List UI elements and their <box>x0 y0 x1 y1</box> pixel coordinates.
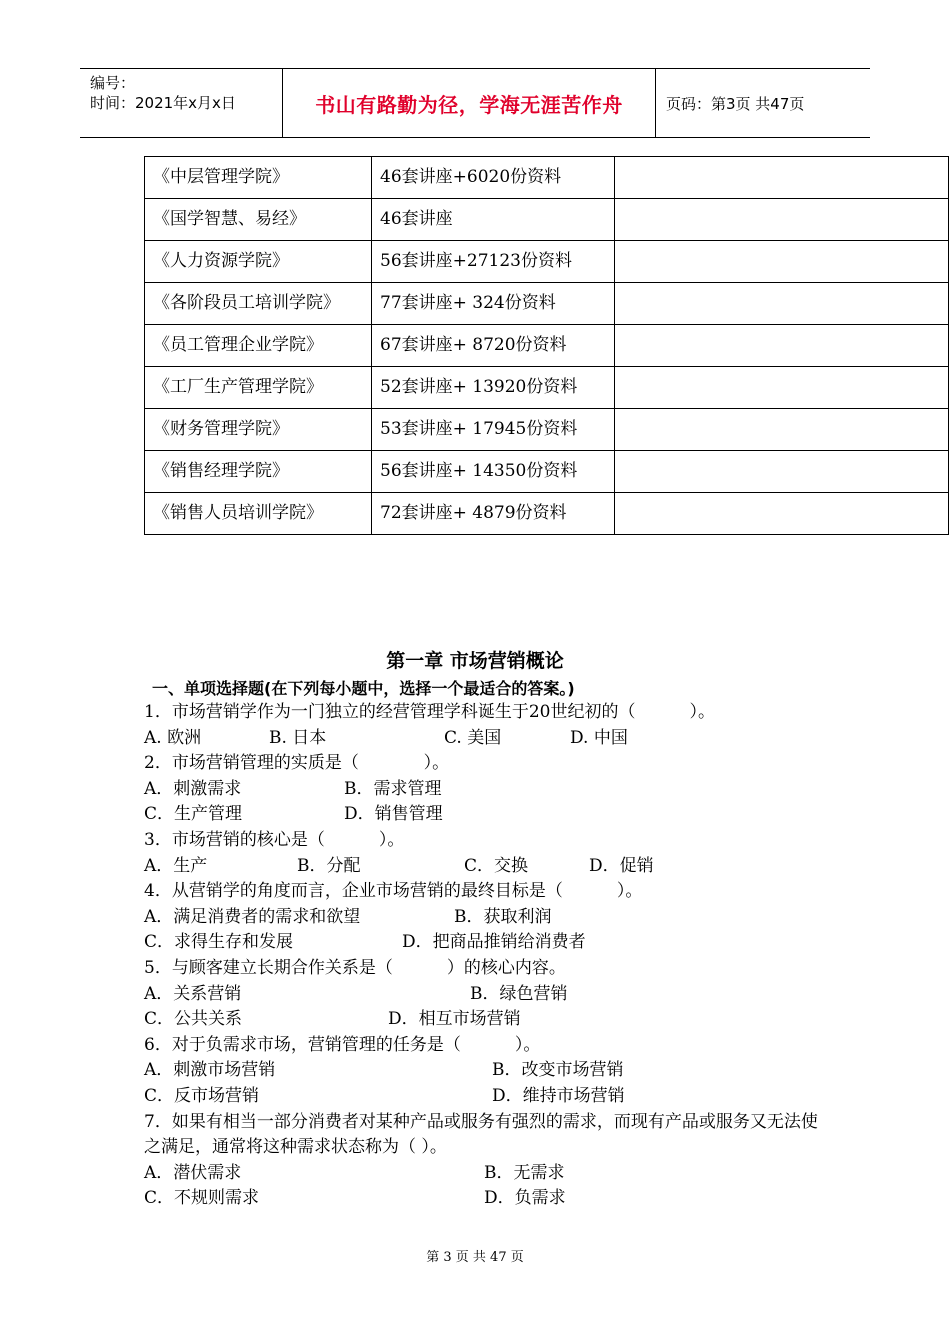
option-row <box>144 1161 824 1187</box>
section-title: 一、单项选择题(在下列每小题中，选择一个最适合的答案。) <box>152 679 575 698</box>
option-row <box>144 982 824 1008</box>
answer-option: B．绿色营销 <box>470 983 568 1004</box>
answer-option: C. 美国 <box>444 727 502 748</box>
question-stem: 4．从营销学的角度而言，企业市场营销的最终目标是（ ）。 <box>144 881 643 902</box>
answer-option: C．不规则需求 <box>144 1188 260 1209</box>
table-cell <box>615 199 949 241</box>
motto: 书山有路勤为径，学海无涯苦作舟 <box>282 69 656 137</box>
answer-option: D．促销 <box>589 855 654 876</box>
answer-option: B．改变市场营销 <box>492 1060 624 1081</box>
table-cell: 《中层管理学院》 <box>145 157 372 199</box>
answer-option: B．需求管理 <box>344 778 442 799</box>
table-cell: 《销售人员培训学院》 <box>145 493 372 535</box>
answer-option: D．把商品推销给消费者 <box>402 932 586 953</box>
table-row <box>145 157 949 199</box>
header-info <box>80 69 282 137</box>
answer-option: D．相互市场营销 <box>388 1009 521 1030</box>
table-cell: 《国学智慧、易经》 <box>145 199 372 241</box>
table-row <box>145 493 949 535</box>
answer-option: A．满足消费者的需求和欲望 <box>144 906 361 927</box>
answer-option: A．潜伏需求 <box>144 1162 242 1183</box>
table-cell: 46套讲座 <box>372 199 615 241</box>
option-row <box>144 802 824 828</box>
answer-option: D．负需求 <box>484 1188 566 1209</box>
table-cell <box>615 283 949 325</box>
table-cell: 《销售经理学院》 <box>145 451 372 493</box>
table-cell: 56套讲座+27123份资料 <box>372 241 615 283</box>
option-row <box>144 930 824 956</box>
table-cell: 72套讲座+ 4879份资料 <box>372 493 615 535</box>
table-row <box>145 199 949 241</box>
option-row <box>144 1186 824 1212</box>
option-row <box>144 1007 824 1033</box>
question-stem: 7．如果有相当一部分消费者对某种产品或服务有强烈的需求，而现有产品或服务又无法使之满足，通常将这种需求状态称为（ ）。 <box>144 1111 818 1158</box>
answer-option: C．公共关系 <box>144 1009 243 1030</box>
time-label: 时间：2021年x月x日 <box>90 94 236 112</box>
table-cell <box>615 451 949 493</box>
option-row <box>144 726 824 752</box>
table-cell <box>615 157 949 199</box>
table-cell: 《工厂生产管理学院》 <box>145 367 372 409</box>
answer-option: D．维持市场营销 <box>492 1085 625 1106</box>
table-cell <box>615 409 949 451</box>
answer-option: C．生产管理 <box>144 804 243 825</box>
table-row <box>145 241 949 283</box>
answer-option: A．关系营销 <box>144 983 242 1004</box>
answer-option: A. 欧洲 <box>144 727 202 748</box>
answer-option: C．反市场营销 <box>144 1085 260 1106</box>
answer-option: D．销售管理 <box>344 804 443 825</box>
page-footer: 第 3 页 共 47 页 <box>426 1250 524 1265</box>
option-row <box>144 905 824 931</box>
question-stem: 1．市场营销学作为一门独立的经营管理学科诞生于20世纪初的（ ）。 <box>144 702 715 722</box>
answer-option: B. 日本 <box>269 727 327 748</box>
table-cell: 《人力资源学院》 <box>145 241 372 283</box>
answer-option: B．获取利润 <box>454 906 552 927</box>
question-stem: 3．市场营销的核心是（ ）。 <box>144 829 405 850</box>
page-label: 页码：第3页 共47页 <box>666 94 805 113</box>
chapter-title: 第一章 市场营销概论 <box>386 650 564 672</box>
question-stem: 2．市场营销管理的实质是（ ）。 <box>144 753 450 774</box>
option-row <box>144 854 824 880</box>
question-stem: 6．对于负需求市场，营销管理的任务是（ ）。 <box>144 1034 541 1055</box>
option-row <box>144 777 824 803</box>
table-cell <box>615 493 949 535</box>
table-cell: 46套讲座+6020份资料 <box>372 157 615 199</box>
number-label: 编号： <box>90 74 136 92</box>
table-cell: 53套讲座+ 17945份资料 <box>372 409 615 451</box>
answer-option: C．交换 <box>464 855 529 876</box>
table-cell: 《财务管理学院》 <box>145 409 372 451</box>
table-cell: 67套讲座+ 8720份资料 <box>372 325 615 367</box>
table-cell <box>615 325 949 367</box>
option-row <box>144 1084 824 1110</box>
course-table <box>144 156 949 535</box>
answer-option: A．生产 <box>144 855 208 876</box>
question-stem: 5．与顾客建立长期合作关系是（ ）的核心内容。 <box>144 957 566 978</box>
table-cell: 52套讲座+ 13920份资料 <box>372 367 615 409</box>
answer-option: C．求得生存和发展 <box>144 932 294 953</box>
answer-option: B．无需求 <box>484 1162 565 1183</box>
table-cell: 56套讲座+ 14350份资料 <box>372 451 615 493</box>
table-row <box>145 367 949 409</box>
question-list <box>144 700 824 1212</box>
answer-option: A．刺激需求 <box>144 778 242 799</box>
option-row <box>144 1058 824 1084</box>
table-cell: 77套讲座+ 324份资料 <box>372 283 615 325</box>
answer-option: B．分配 <box>297 855 361 876</box>
table-cell <box>615 241 949 283</box>
answer-option: A．刺激市场营销 <box>144 1060 276 1081</box>
table-row <box>145 283 949 325</box>
table-cell: 《员工管理企业学院》 <box>145 325 372 367</box>
table-cell <box>615 367 949 409</box>
table-row <box>145 325 949 367</box>
table-row <box>145 451 949 493</box>
table-row <box>145 409 949 451</box>
answer-option: D. 中国 <box>570 727 628 748</box>
table-cell: 《各阶段员工培训学院》 <box>145 283 372 325</box>
page-header <box>80 68 870 138</box>
